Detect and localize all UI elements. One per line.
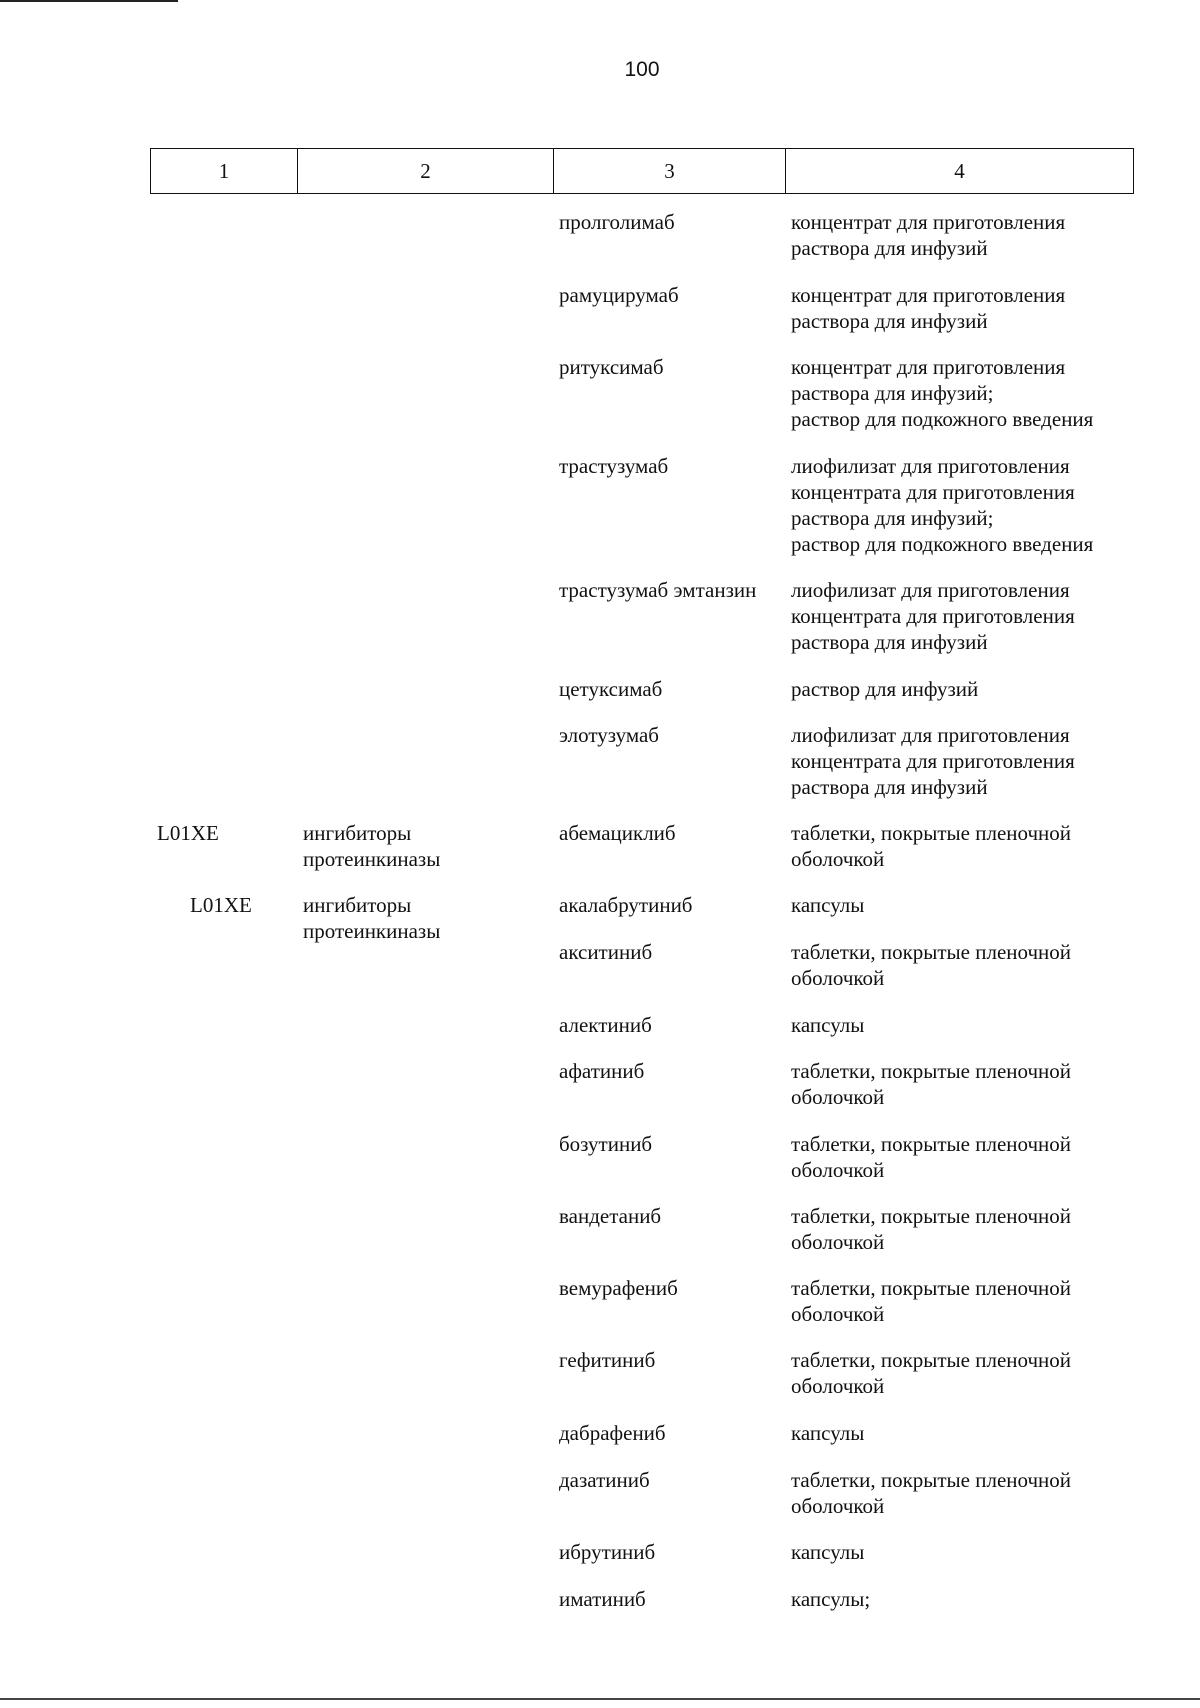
dosage-form <box>791 1539 1121 1565</box>
dosage-form <box>791 892 1121 918</box>
dosage-form-line: раствор для подкожного введения <box>791 407 1094 431</box>
drug-name: ибрутиниб <box>559 1540 656 1564</box>
drug-name: вемурафениб <box>559 1276 678 1300</box>
dosage-form-line: раствора для инфузий <box>791 775 988 799</box>
dosage-form-line: концентрат для приготовления <box>791 210 1066 234</box>
group-line: протеинкиназы <box>303 847 441 871</box>
drug-name: акситиниб <box>559 940 653 964</box>
drug-name: дазатиниб <box>559 1468 650 1492</box>
dosage-form <box>791 820 1121 872</box>
dosage-form-line: оболочкой <box>791 1158 885 1182</box>
dosage-form-line: лиофилизат для приготовления <box>791 454 1070 478</box>
dosage-form-line: раствора для инфузий; <box>791 506 994 530</box>
dosage-form <box>791 1058 1121 1110</box>
dosage-form <box>791 1586 1121 1612</box>
dosage-form-line: оболочкой <box>791 1302 885 1326</box>
dosage-form-line: раствора для инфузий <box>791 630 988 654</box>
dosage-form <box>791 1131 1121 1183</box>
dosage-form-line: раствора для инфузий; <box>791 381 994 405</box>
dosage-form-line: таблетки, покрытые пленочной <box>791 1132 1072 1156</box>
dosage-form <box>791 282 1121 334</box>
dosage-form <box>791 209 1121 261</box>
dosage-form <box>791 1420 1121 1446</box>
dosage-form <box>791 1347 1121 1399</box>
drug-name: трастузумаб <box>559 454 669 478</box>
dosage-form <box>791 1012 1121 1038</box>
group-line: ингибиторы <box>303 893 412 917</box>
dosage-form-line: оболочкой <box>791 847 885 871</box>
atc-code: L01XE <box>157 821 219 845</box>
pharmacological-group <box>303 820 440 872</box>
dosage-form-line: оболочкой <box>791 1494 885 1518</box>
group-line: протеинкиназы <box>303 919 441 943</box>
dosage-form <box>791 722 1121 800</box>
dosage-form-line: концентрата для приготовления <box>791 749 1075 773</box>
dosage-form-line: раствора для инфузий <box>791 236 988 260</box>
dosage-form <box>791 453 1121 557</box>
dosage-form <box>791 1275 1121 1327</box>
drug-name: бозутиниб <box>559 1132 653 1156</box>
dosage-form-line: капсулы <box>791 1540 865 1564</box>
drug-name: афатиниб <box>559 1059 645 1083</box>
dosage-form-line: раствор для подкожного введения <box>791 532 1094 556</box>
dosage-form-line: оболочкой <box>791 966 885 990</box>
drug-name: элотузумаб <box>559 723 659 747</box>
dosage-form-line: оболочкой <box>791 1230 885 1254</box>
drug-name: алектиниб <box>559 1013 652 1037</box>
table-header <box>150 148 1134 194</box>
header-col-2: 2 <box>298 149 554 193</box>
dosage-form <box>791 577 1121 655</box>
scan-bottom-edge <box>0 1698 1200 1700</box>
dosage-form-line: концентрата для приготовления <box>791 480 1075 504</box>
drug-name: акалабрутиниб <box>559 893 693 917</box>
dosage-form-line: раствор для инфузий <box>791 677 979 701</box>
dosage-form-line: таблетки, покрытые пленочной <box>791 821 1072 845</box>
dosage-form-line: лиофилизат для приготовления <box>791 723 1070 747</box>
dosage-form <box>791 1203 1121 1255</box>
drug-name: цетуксимаб <box>559 677 663 701</box>
dosage-form-line: капсулы <box>791 1013 865 1037</box>
dosage-form <box>791 939 1121 991</box>
drug-name: абемациклиб <box>559 821 676 845</box>
dosage-form-line: капсулы <box>791 893 865 917</box>
drug-name: пролголимаб <box>559 210 675 234</box>
pharmacological-group <box>303 892 440 944</box>
dosage-form <box>791 676 1121 702</box>
dosage-form-line: оболочкой <box>791 1374 885 1398</box>
dosage-form-line: раствора для инфузий <box>791 309 988 333</box>
dosage-form-line: концентрат для приготовления <box>791 283 1066 307</box>
drug-name: трастузумаб эмтанзин <box>559 578 757 602</box>
header-col-1: 1 <box>151 149 298 193</box>
drug-name: гефитиниб <box>559 1348 656 1372</box>
dosage-form-line: таблетки, покрытые пленочной <box>791 940 1072 964</box>
dosage-form-line: концентрат для приготовления <box>791 355 1066 379</box>
header-col-3: 3 <box>554 149 786 193</box>
dosage-form-line: оболочкой <box>791 1085 885 1109</box>
dosage-form <box>791 1467 1121 1519</box>
group-line: ингибиторы <box>303 821 412 845</box>
dosage-form-line: капсулы <box>791 1421 865 1445</box>
dosage-form-line: таблетки, покрытые пленочной <box>791 1204 1072 1228</box>
dosage-form-line: капсулы; <box>791 1587 871 1611</box>
dosage-form-line: концентрата для приготовления <box>791 604 1075 628</box>
header-col-4: 4 <box>954 158 965 183</box>
dosage-form-line: таблетки, покрытые пленочной <box>791 1348 1072 1372</box>
drug-name: вандетаниб <box>559 1204 662 1228</box>
dosage-form <box>791 354 1121 432</box>
drug-name: дабрафениб <box>559 1421 666 1445</box>
dosage-form-line: таблетки, покрытые пленочной <box>791 1276 1072 1300</box>
dosage-form-line: таблетки, покрытые пленочной <box>791 1468 1072 1492</box>
dosage-form-line: таблетки, покрытые пленочной <box>791 1059 1072 1083</box>
atc-code: L01XE <box>190 893 252 917</box>
dosage-form-line: лиофилизат для приготовления <box>791 578 1070 602</box>
drug-name: рамуцирумаб <box>559 283 679 307</box>
drug-name: ритуксимаб <box>559 355 664 379</box>
page-number: 100 <box>624 58 660 81</box>
drug-name: иматиниб <box>559 1587 646 1611</box>
scan-artifact-line <box>0 0 178 2</box>
